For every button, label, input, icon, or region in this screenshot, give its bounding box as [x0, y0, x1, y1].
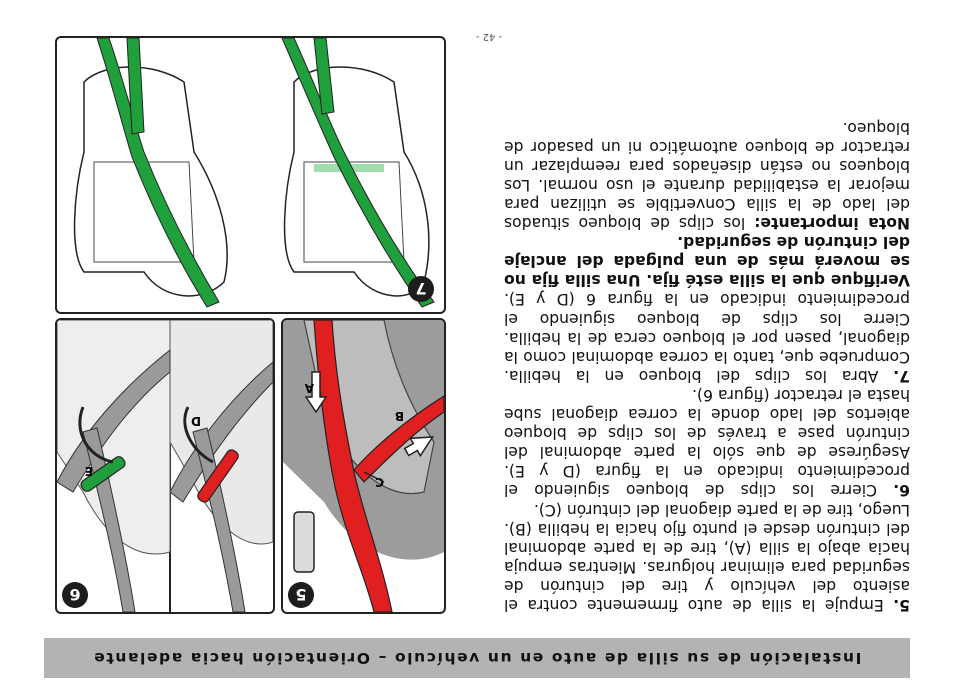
step-6: [504, 385, 910, 500]
step-5: [504, 499, 910, 614]
step-warning: Verifique que la silla esté fija. Una silla fija no se moverá más de una pulgada del anclaje del cinturón de seguridad.: [504, 233, 910, 290]
step-7: [504, 232, 910, 385]
figure-7: [55, 36, 446, 314]
note-label: Nota importante:: [754, 214, 910, 233]
section-title: Instalación de su silla de auto en un vehículo – Orientación hacia adelante: [92, 649, 862, 667]
section-header: [44, 638, 910, 678]
step-text: Cierre los clips de bloqueo siguiendo el procedimiento indicado en la figura (D y E). Asegúrese de que sólo la parte abdominal del cinturón pase a través de los clips de bloqueo abiertos del lado donde la correa diagonal sube hasta el retractor (figura 6).: [504, 385, 910, 500]
step-number: 5.: [893, 596, 910, 614]
step-number: 7.: [893, 366, 910, 385]
figure-5-illustration: [283, 320, 444, 612]
figure-7-badge: 7: [408, 276, 434, 302]
figure-7-illustration: [57, 38, 444, 312]
page-number: - 42 -: [475, 31, 503, 42]
label-b: B: [394, 409, 404, 423]
figure-5: [281, 318, 446, 614]
figure-5-badge: 5: [288, 582, 314, 608]
label-d: D: [191, 414, 201, 428]
step-number: 6.: [893, 481, 910, 500]
figure-6-badge: 6: [62, 582, 88, 608]
note-text: los clips de bloqueo situados del lado de la silla Convertible se utilizan para mejorar la estabilidad durante el uso normal. Los bloqueos no están diseñados para reemplazar un retractor de bloqueo automático ni un pasador de bloqueo.: [504, 118, 910, 233]
instructions-column: [504, 118, 910, 614]
label-a: A: [304, 381, 314, 395]
label-c: C: [375, 475, 384, 489]
label-e: E: [84, 464, 93, 478]
figure-6: [55, 318, 275, 614]
important-note: [504, 118, 910, 233]
step-text: Abra los clips del bloqueo en la hebilla. Compruebe que, tanto la correa abdominal como la diagonal, pasen por el bloqueo cerca de la hebilla. Cierre los clips de bloqueo siguiendo el procedimiento indicado en la figura 6 (D y E).: [504, 290, 910, 385]
figure-6-illustration: [57, 320, 273, 612]
step-text: Empuje la silla de auto firmemente contra el asiento del vehículo y tire del cinturón de seguridad para eliminar holguras. Mientras empuja hacia abajo la silla (A), tire de la parte abdominal del cinturón desde el punto fijo hacia la hebilla (B). Luego, tire de la parte diagonal del cinturón (C).: [504, 500, 910, 614]
